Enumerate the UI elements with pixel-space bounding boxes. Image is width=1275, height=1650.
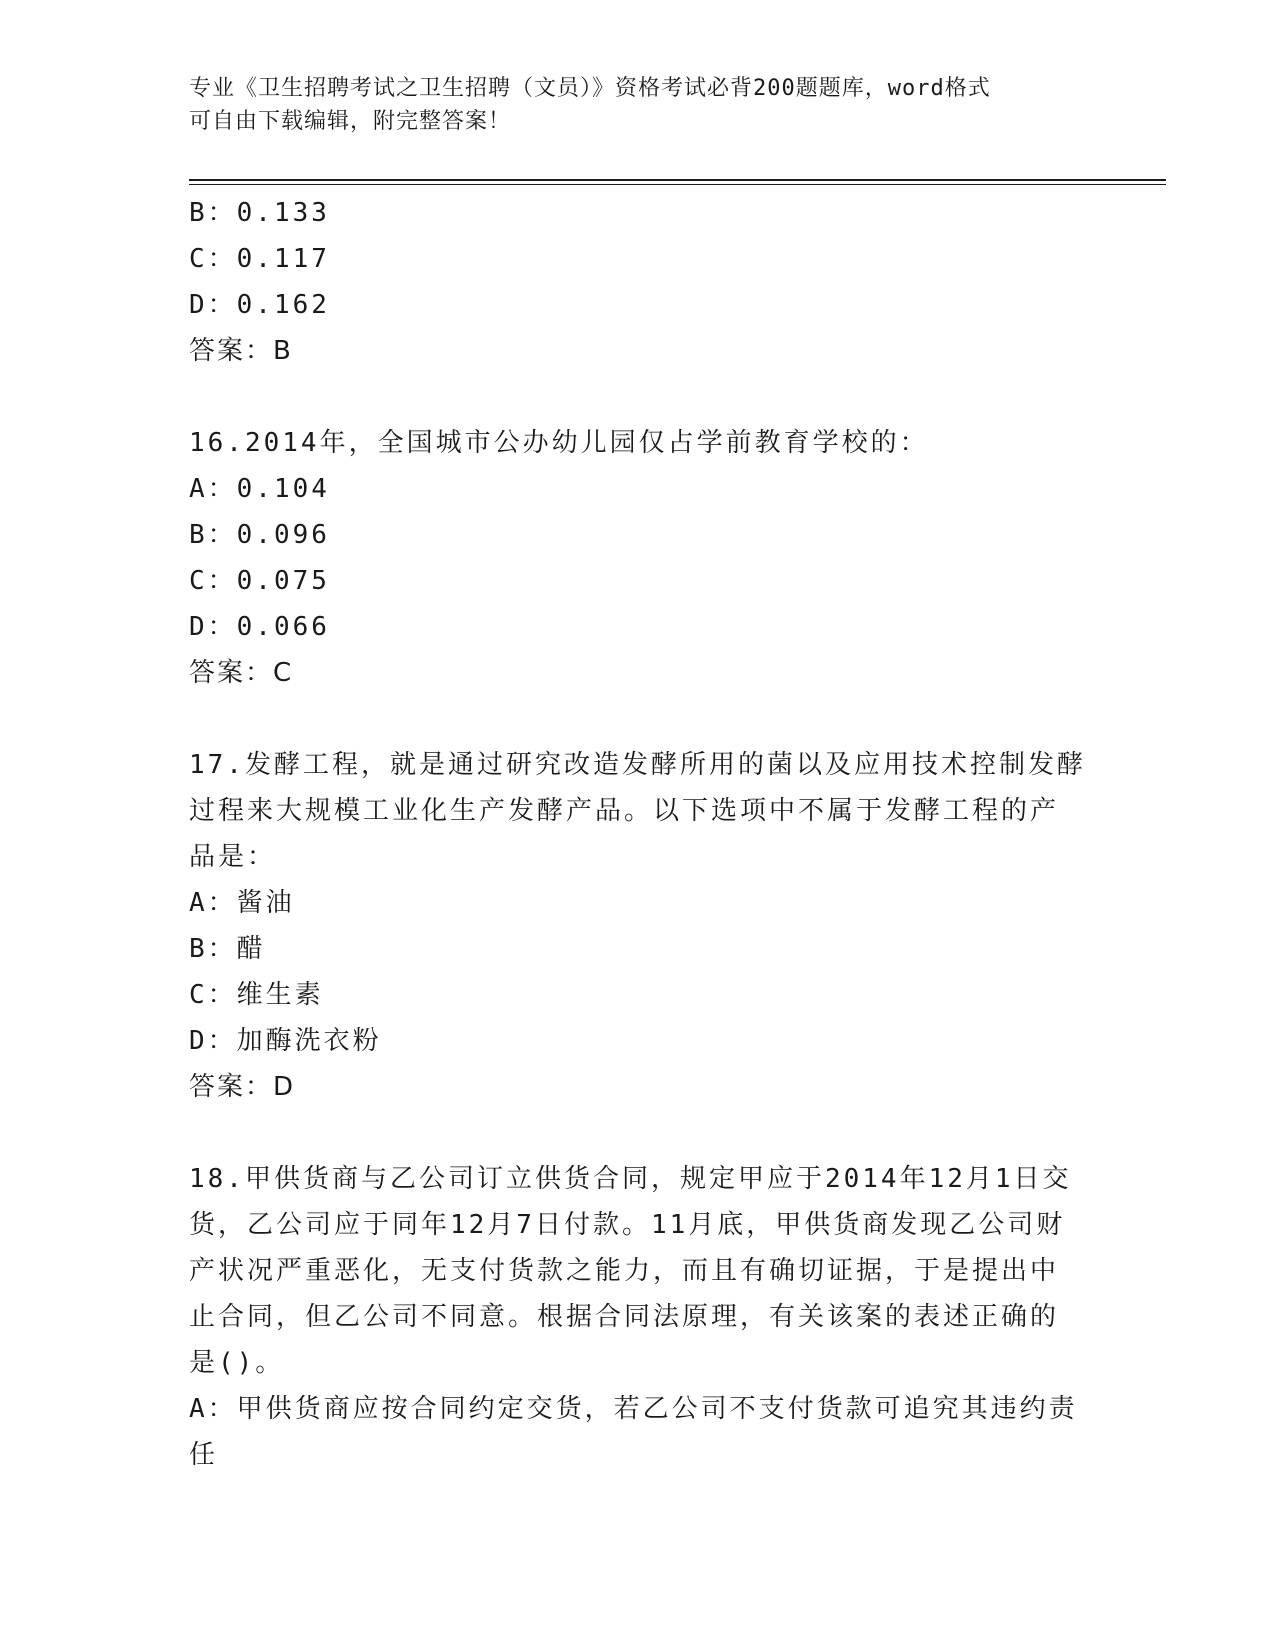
answer-line: 答案：C xyxy=(189,658,294,688)
paragraph-gap xyxy=(189,1110,1089,1156)
question-text-line: 货，乙公司应于同年12月7日付款。11月底，甲供货商发现乙公司财 xyxy=(189,1210,1066,1240)
question-text-line: 过程来大规模工业化生产发酵产品。以下选项中不属于发酵工程的产 xyxy=(189,796,1060,826)
question-text-line: 是()。 xyxy=(189,1348,285,1378)
answer-line: 答案：D xyxy=(189,1072,296,1102)
document-body xyxy=(189,190,1089,1478)
option-line: A：0.104 xyxy=(189,474,330,504)
option-line: C：0.117 xyxy=(189,244,330,274)
option-line: A：酱油 xyxy=(189,888,295,918)
option-line: B：0.096 xyxy=(189,520,330,550)
question-text-line: 止合同，但乙公司不同意。根据合同法原理，有关该案的表述正确的 xyxy=(189,1302,1060,1332)
question-text-line: 品是： xyxy=(189,842,277,872)
question-text-line: 17.发酵工程，就是通过研究改造发酵所用的菌以及应用技术控制发酵 xyxy=(189,750,1086,780)
paragraph-gap xyxy=(189,696,1089,742)
option-line: D：0.162 xyxy=(189,290,330,320)
header-line-2: 可自由下载编辑，附完整答案！ xyxy=(189,109,512,134)
paragraph-gap xyxy=(189,374,1089,420)
header-line-1: 专业《卫生招聘考试之卫生招聘（文员）》资格考试必背200题题库，word格式 xyxy=(189,76,991,101)
header-rule-thin xyxy=(189,184,1166,185)
answer-line: 答案：B xyxy=(189,336,293,366)
option-line: B：醋 xyxy=(189,934,266,964)
option-line: B：0.133 xyxy=(189,198,330,228)
question-text-line: 产状况严重恶化，无支付货款之能力，而且有确切证据，于是提出中 xyxy=(189,1256,1060,1286)
option-line: C：0.075 xyxy=(189,566,330,596)
option-line: 任 xyxy=(189,1440,219,1470)
document-header xyxy=(189,72,1089,138)
option-line: A：甲供货商应按合同约定交货，若乙公司不支付货款可追究其违约责 xyxy=(189,1394,1078,1424)
question-text-line: 18.甲供货商与乙公司订立供货合同，规定甲应于2014年12月1日交 xyxy=(189,1164,1072,1194)
option-line: D：0.066 xyxy=(189,612,330,642)
question-text-line: 16.2014年，全国城市公办幼儿园仅占学前教育学校的： xyxy=(189,428,929,458)
option-line: D：加酶洗衣粉 xyxy=(189,1026,382,1056)
option-line: C：维生素 xyxy=(189,980,324,1010)
header-rule-thick xyxy=(189,179,1166,181)
